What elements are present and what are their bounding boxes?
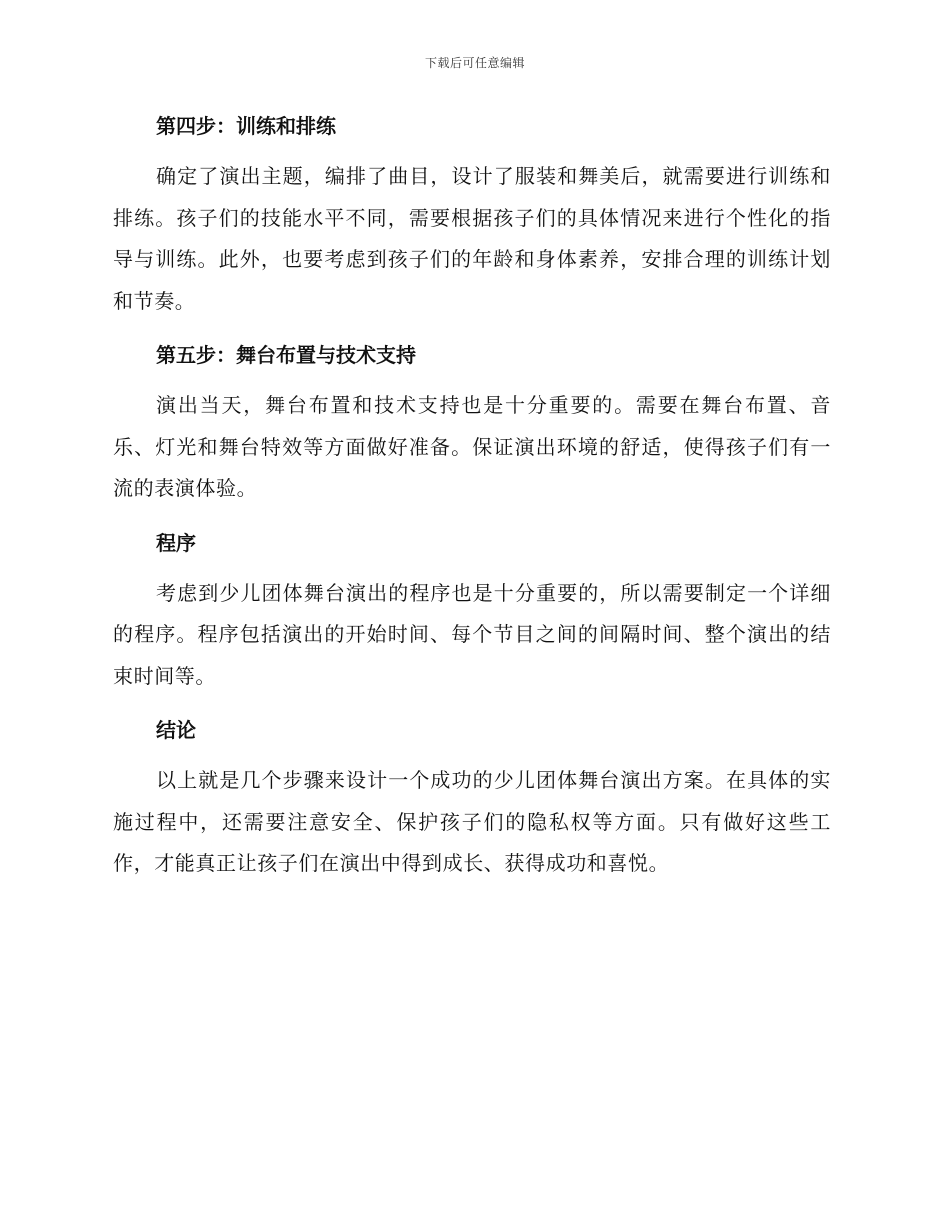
section-paragraph: 考虑到少儿团体舞台演出的程序也是十分重要的，所以需要制定一个详细的程序。程序包括演出的开始时间、每个节目之间的间隔时间、整个演出的结束时间等。 bbox=[113, 580, 831, 688]
section-heading: 第五步：舞台布置与技术支持 bbox=[156, 343, 416, 367]
section-step-four bbox=[113, 110, 831, 322]
section-paragraph: 演出当天，舞台布置和技术支持也是十分重要的。需要在舞台布置、音乐、灯光和舞台特效等方面做好准备。保证演出环境的舒适，使得孩子们有一流的表演体验。 bbox=[113, 393, 831, 500]
section-paragraph: 以上就是几个步骤来设计一个成功的少儿团体舞台演出方案。在具体的实施过程中，还需要注意安全、保护孩子们的隐私权等方面。只有做好这些工作，才能真正让孩子们在演出中得到成长、获得成功和喜悦。 bbox=[113, 768, 831, 875]
section-heading: 程序 bbox=[156, 530, 196, 555]
section-conclusion bbox=[113, 714, 831, 885]
section-step-five bbox=[113, 339, 831, 510]
header-note: 下载后可任意编辑 bbox=[424, 56, 525, 70]
section-heading: 结论 bbox=[156, 718, 196, 742]
document-body bbox=[113, 110, 831, 902]
section-heading: 第四步：训练和排练 bbox=[156, 114, 336, 138]
section-program bbox=[113, 527, 831, 698]
section-paragraph: 确定了演出主题，编排了曲目，设计了服装和舞美后，就需要进行训练和排练。孩子们的技能水平不同，需要根据孩子们的具体情况来进行个性化的指导与训练。此外，也要考虑到孩子们的年龄和身体素养，安排合理的训练计划和节奏。 bbox=[113, 164, 831, 313]
